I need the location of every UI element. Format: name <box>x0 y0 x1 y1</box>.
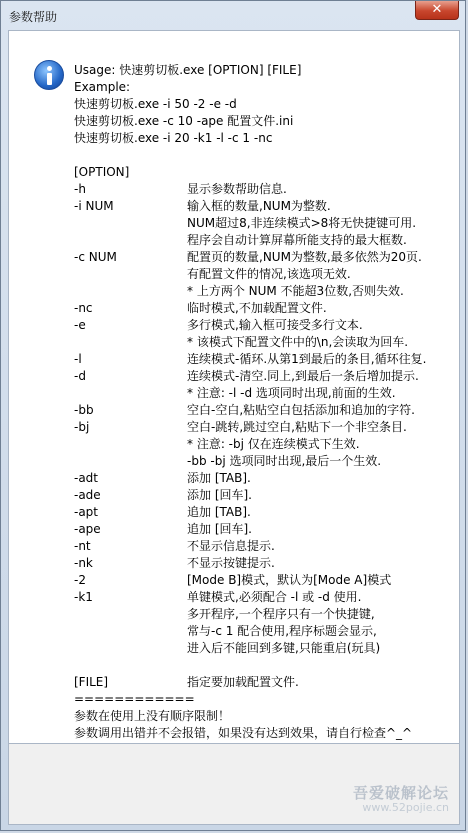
option-key: -ade <box>74 488 101 502</box>
option-description: 多行模式,输入框可接受多行文本. <box>187 318 363 332</box>
option-description: -bb -bj 选项同时出现,最后一个生效. <box>187 454 382 468</box>
option-header: [OPTION] <box>74 165 130 179</box>
option-row <box>74 589 459 606</box>
option-row <box>74 215 459 232</box>
option-description: 配置页的数量,NUM为整数,最多依然为20页. <box>187 250 422 264</box>
watermark-url: www.52pojie.cn <box>362 801 449 814</box>
option-key: -bj <box>74 420 90 434</box>
option-description: NUM超过8,非连续模式>8将无快捷键可用. <box>187 216 417 230</box>
help-text <box>74 62 459 742</box>
dialog-footer <box>8 744 460 825</box>
option-row <box>74 317 459 334</box>
option-row <box>74 453 459 470</box>
option-key <box>74 266 187 283</box>
usage-line: Example: <box>74 80 131 94</box>
option-row <box>74 487 459 504</box>
option-key: -nk <box>74 556 93 570</box>
option-row-file <box>74 674 459 691</box>
option-description: 常与-c 1 配合使用,程序标题会显示, <box>187 624 377 638</box>
option-key: -adt <box>74 471 99 485</box>
option-row <box>74 351 459 368</box>
option-key: -d <box>74 369 86 383</box>
option-key <box>74 436 187 453</box>
option-row <box>74 640 459 657</box>
option-description: 空白-跳转,跳过空白,粘贴下一个非空条目. <box>187 420 407 434</box>
notes-block <box>74 708 459 742</box>
option-row <box>74 300 459 317</box>
option-key <box>74 623 187 640</box>
option-row <box>74 555 459 572</box>
option-row <box>74 572 459 589</box>
option-key: -nt <box>74 539 91 553</box>
option-description: 显示参数帮助信息. <box>187 182 287 196</box>
option-row <box>74 402 459 419</box>
option-row <box>74 538 459 555</box>
option-description: 有配置文件的情况,该选项无效. <box>187 267 351 281</box>
option-key <box>74 606 187 623</box>
option-description: 输入框的数量,NUM为整数. <box>187 199 331 213</box>
option-description: 进入后不能回到多键,只能重启(玩具) <box>187 641 381 655</box>
option-description: 不显示按键提示. <box>187 556 275 570</box>
option-description: 临时模式,不加载配置文件. <box>187 301 327 315</box>
option-description: 不显示信息提示. <box>187 539 275 553</box>
option-description: 指定要加载配置文件. <box>187 675 299 689</box>
usage-block <box>74 62 459 147</box>
note-line: 参数在使用上没有顺序限制！ <box>74 709 231 723</box>
option-key: -apt <box>74 505 99 519</box>
close-button[interactable] <box>415 1 459 20</box>
usage-line: Usage: 快速剪切板.exe [OPTION] [FILE] <box>74 63 302 77</box>
option-row <box>74 385 459 402</box>
option-row <box>74 470 459 487</box>
usage-line: 快速剪切板.exe -i 50 -2 -e -d <box>74 97 237 111</box>
option-key: -i NUM <box>74 199 114 213</box>
option-row <box>74 436 459 453</box>
option-row <box>74 232 459 249</box>
option-description: 添加 [TAB]. <box>187 471 251 485</box>
option-description: 追加 [回车]. <box>187 522 252 536</box>
option-row <box>74 504 459 521</box>
option-row <box>74 334 459 351</box>
option-description: 连续模式-清空.同上,到最后一条后增加提示. <box>187 369 419 383</box>
option-row <box>74 283 459 300</box>
close-icon: ✕ <box>431 2 443 17</box>
option-row <box>74 181 459 198</box>
option-description: 程序会自动计算屏幕所能支持的最大框数. <box>187 233 407 247</box>
option-description: 空白-空白,粘贴空白包括添加和追加的字符. <box>187 403 415 417</box>
option-description: 连续模式-循环.从第1到最后的条目,循环往复. <box>187 352 427 366</box>
option-description: * 上方两个 NUM 不能超3位数,否则失效. <box>187 284 404 298</box>
option-description: 多开程序,一个程序只有一个快捷键, <box>187 607 375 621</box>
note-line: 参数调用出错并不会报错，如果没有达到效果，请自行检查^_^ <box>74 726 413 740</box>
option-key: -h <box>74 182 86 196</box>
option-description: [Mode B]模式，默认为[Mode A]模式 <box>187 573 392 587</box>
separator-line: ============ <box>74 692 195 706</box>
option-key: -e <box>74 318 86 332</box>
option-row <box>74 606 459 623</box>
option-key: -nc <box>74 301 93 315</box>
watermark-text: 吾爱破解论坛 <box>352 784 449 802</box>
option-key: -l <box>74 352 82 366</box>
option-key <box>74 283 187 300</box>
option-description: * 注意: -bj 仅在连续模式下生效. <box>187 437 360 451</box>
options-list <box>74 181 459 657</box>
option-key: -bb <box>74 403 94 417</box>
option-key: [FILE] <box>74 675 109 689</box>
option-key: -c NUM <box>74 250 117 264</box>
option-key: -k1 <box>74 590 93 604</box>
option-description: 添加 [回车]. <box>187 488 252 502</box>
option-key <box>74 215 187 232</box>
option-row <box>74 521 459 538</box>
usage-line: 快速剪切板.exe -i 20 -k1 -l -c 1 -nc <box>74 131 273 145</box>
usage-line: 快速剪切板.exe -c 10 -ape 配置文件.ini <box>74 114 294 128</box>
option-row <box>74 623 459 640</box>
option-key <box>74 385 187 402</box>
option-key <box>74 640 187 657</box>
option-key: -ape <box>74 522 101 536</box>
option-key <box>74 453 187 470</box>
option-row <box>74 368 459 385</box>
watermark-logo <box>339 782 451 818</box>
option-row <box>74 249 459 266</box>
title-bar[interactable] <box>1 1 465 31</box>
option-row <box>74 198 459 215</box>
option-key: -2 <box>74 573 86 587</box>
option-description: 单键模式,必须配合 -l 或 -d 使用. <box>187 590 362 604</box>
option-row <box>74 419 459 436</box>
option-key <box>74 232 187 249</box>
message-content-area <box>8 30 460 744</box>
option-key <box>74 334 187 351</box>
option-row <box>74 266 459 283</box>
option-description: * 该模式下配置文件中的\n,会读取为回车. <box>187 335 409 349</box>
option-description: * 注意: -l -d 选项同时出现,前面的生效. <box>187 386 396 400</box>
window-title: 参数帮助 <box>9 10 58 24</box>
information-icon <box>34 60 64 90</box>
option-description: 追加 [TAB]. <box>187 505 251 519</box>
